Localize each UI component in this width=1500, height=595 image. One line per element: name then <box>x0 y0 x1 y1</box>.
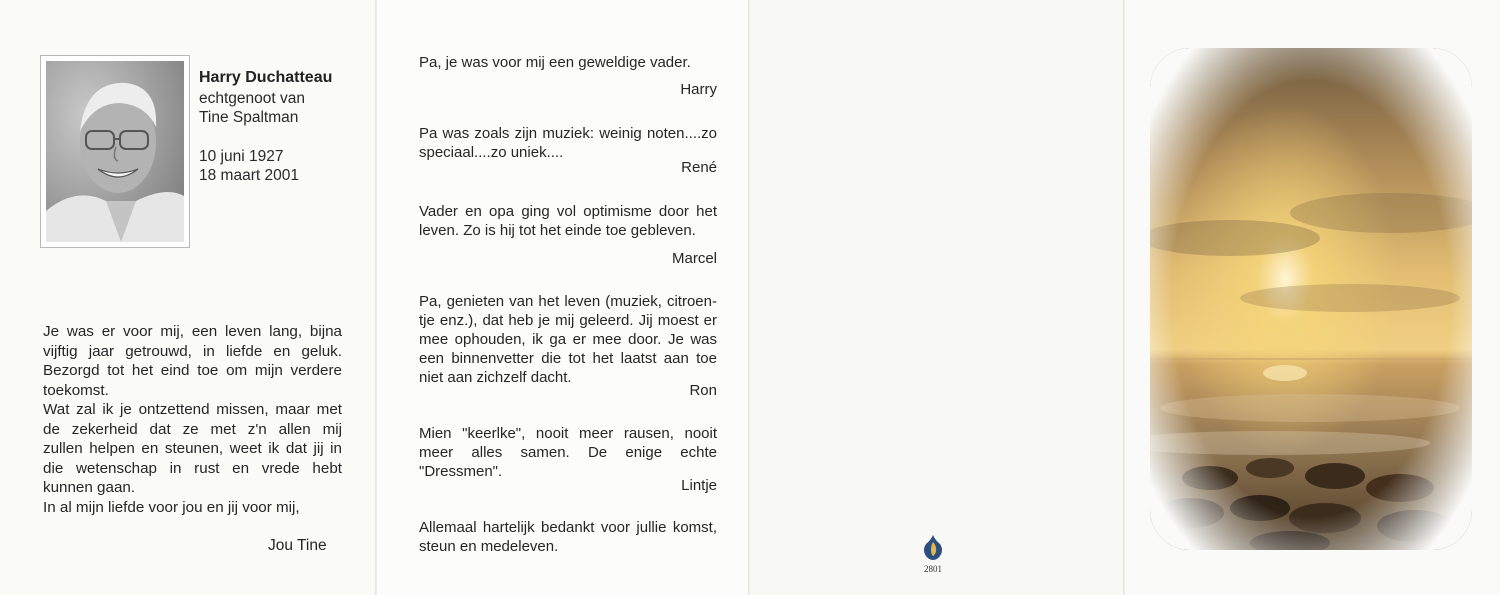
poem-line: die wetenschap in rust en vrede hebt <box>43 459 342 477</box>
message-line: niet aan zichzelf dacht. <box>419 369 572 386</box>
poem-line: Je was er voor mij, een leven lang, bijna <box>43 323 342 340</box>
message-author: Harry <box>680 81 717 98</box>
message-line: Mien "keerlke", nooit meer rausen, nooit <box>419 425 717 442</box>
message-line: Pa, genieten van het leven (muziek, citroen- <box>419 293 717 310</box>
message-block <box>419 202 717 240</box>
message-line: mee ophouden, ik ga er mee door. Je was <box>419 331 717 348</box>
message-line: speciaal....zo uniek.... <box>419 144 564 161</box>
deceased-name: Harry Duchatteau <box>199 69 333 86</box>
message-author: René <box>681 159 717 176</box>
message-block <box>419 124 717 162</box>
message-author: Ron <box>689 382 717 399</box>
message-line: meer alles samen. De enige echte <box>419 444 717 461</box>
printer-code: 2801 <box>924 564 942 574</box>
panel-blank <box>750 0 1123 595</box>
message-block <box>419 424 717 481</box>
poem-signature: Jou Tine <box>268 537 327 554</box>
message-line: een binnenvetter die tot het laatst aan toe <box>419 350 717 367</box>
birth-date: 10 juni 1927 <box>199 148 284 165</box>
message-author: Marcel <box>671 250 717 267</box>
message-line: steun en medeleven. <box>419 538 559 555</box>
message-block <box>419 53 717 72</box>
message-block <box>419 518 717 556</box>
relation-line-1: echtgenoot van <box>199 90 306 107</box>
poem-line: Bezorgd tot het eind toe om mijn verdere <box>43 362 342 379</box>
message-line: Allemaal hartelijk bedankt voor jullie komst, <box>419 519 717 536</box>
spouse-name: Tine Spaltman <box>199 109 299 126</box>
portrait-image <box>46 61 184 242</box>
message-author: Lintje <box>681 477 717 494</box>
sunset-image <box>1150 48 1472 550</box>
message-line: leven. Zo is hij tot het einde toe gebleven. <box>419 222 696 239</box>
message-line: Pa, je was voor mij een geweldige vader. <box>419 54 691 71</box>
poem-line: toekomst. <box>43 381 109 399</box>
poem-line: zullen helpen en steunen, weet ik dat jij in <box>43 440 342 457</box>
poem-line: In al mijn liefde voor jou en jij voor mij, <box>43 498 300 516</box>
message-line: Vader en opa ging vol optimisme door het <box>419 203 717 220</box>
poem-line: vijftig jaar getrouwd, in liefde en geluk. <box>43 342 342 360</box>
sunset-photo <box>1150 48 1472 550</box>
poem-text <box>43 322 342 517</box>
death-date: 18 maart 2001 <box>199 167 299 184</box>
portrait-frame <box>40 55 190 248</box>
printer-logo-icon <box>922 534 944 562</box>
message-line: "Dressmen". <box>419 463 503 480</box>
message-block <box>419 292 717 387</box>
message-line: Pa was zoals zijn muziek: weinig noten....zo <box>419 125 717 142</box>
poem-line: Wat zal ik je ontzettend missen, maar met <box>43 401 342 418</box>
poem-line: de zekerheid dat ze met z'n allen mij <box>43 420 342 438</box>
portrait-photo <box>46 61 184 242</box>
poem-line: kunnen gaan. <box>43 479 136 496</box>
message-line: tje enz.), dat heb je mij geleerd. Jij moest er <box>419 312 717 329</box>
